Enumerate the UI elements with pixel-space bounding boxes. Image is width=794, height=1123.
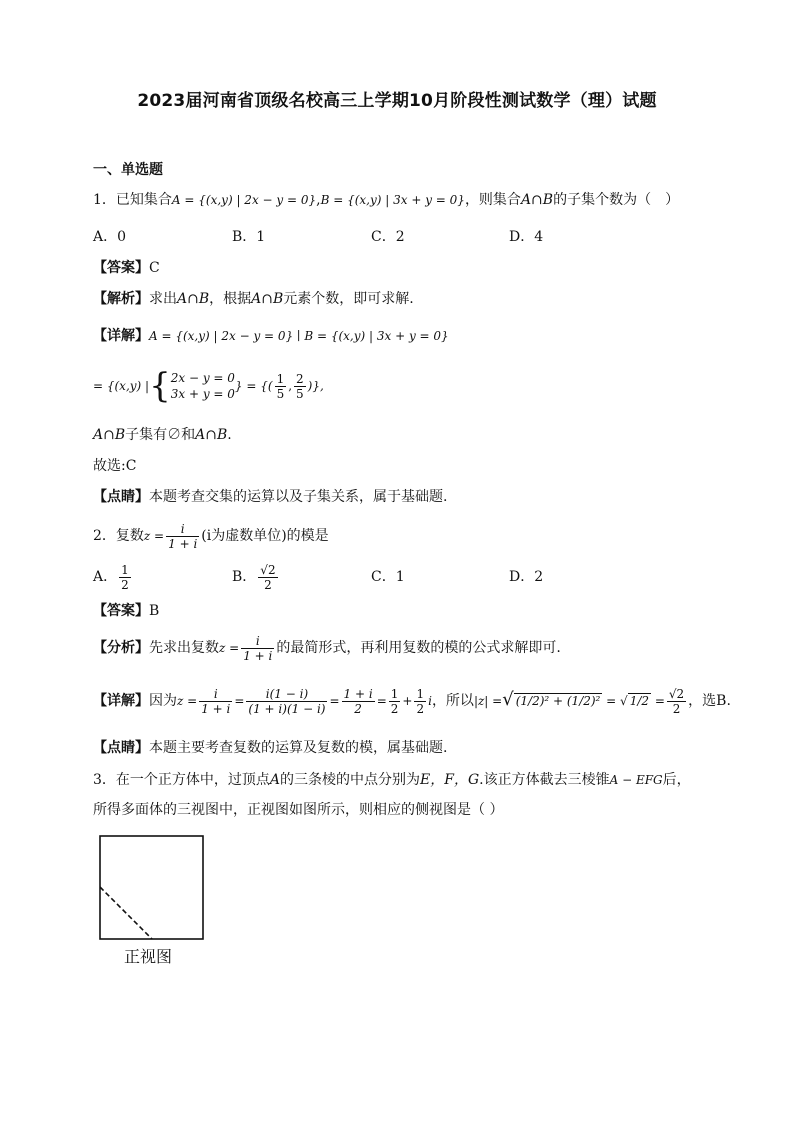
q1-system-mid: } = {( — [234, 379, 273, 393]
q2-analysis-frac — [241, 634, 274, 663]
front-view-figure — [99, 835, 207, 943]
q2-comment — [93, 738, 447, 758]
q2-detail-final-den: 2 — [672, 701, 681, 716]
q1-analysis-a: 求出 — [149, 291, 177, 307]
q1-answer-value: C — [149, 260, 160, 276]
q1-r1-den: 5 — [276, 386, 285, 401]
q3-line1-a: 3．在一个正方体中，过顶点 — [93, 772, 270, 788]
q1-set-a: A = {(x,y) | 2x − y = 0} — [171, 193, 317, 207]
q2-detail-final-num: √2 — [668, 686, 685, 701]
q3-line1 — [93, 770, 691, 790]
q3-vertex-a: A — [269, 772, 281, 788]
q1-r2-num: 2 — [296, 371, 304, 386]
q1-system-prefix: = {(x,y) | — [93, 379, 150, 393]
q1-stem-prefix: 1．已知集合 — [93, 192, 172, 208]
q2-detail-f1 — [199, 687, 232, 716]
q2-analysis-frac-den: 1 + i — [243, 648, 273, 663]
q2-analysis-z: z = — [219, 641, 240, 655]
q2-detail-f1-den: 1 + i — [201, 701, 231, 716]
q1-comment — [93, 487, 447, 507]
q1-analysis — [93, 289, 414, 309]
q1-stem: 1．已知集合A = {(x,y) | 2x − y = 0},B = {(x,y) | 3x + y = 0}，则集合A∩B的子集个数为（ ） — [93, 192, 680, 208]
q2-detail-final — [667, 687, 686, 716]
q1-option-a: A．0 — [93, 229, 127, 245]
q1-comment-tag: 【点睛】 — [93, 489, 149, 505]
page-title: 2023届河南省顶级名校高三上学期10月阶段性测试数学（理）试题 — [137, 91, 657, 111]
q3-line1-d: 后， — [662, 772, 691, 788]
q2-detail-f2-num: i(1 − i) — [246, 687, 327, 702]
q1-comment-text: 本题考查交集的运算以及子集关系，属于基础题. — [149, 489, 448, 505]
q2-stem-frac-den: 1 + i — [168, 536, 198, 551]
q1-option-d: D．4 — [509, 229, 544, 245]
q2-z-eq: z = — [143, 529, 165, 543]
q1-conclusion: 故选:C — [93, 458, 137, 474]
section-heading: 一、单选题 — [93, 162, 163, 178]
q2-detail-i: i — [428, 694, 432, 708]
q2-answer-tag: 【答案】 — [93, 603, 149, 619]
q2-detail-f3-num: 1 + i — [343, 686, 373, 701]
q2-stem-b: (i为虚数单位)的模是 — [201, 528, 329, 544]
q1-stem-end: 的子集个数为（ ） — [553, 192, 680, 208]
q2-stem-frac-num: i — [166, 522, 199, 537]
q2-opt-b-num: √2 — [260, 562, 276, 577]
q1-system: = {(x,y) |{ 2x − y = 0 3x + y = 0 } = {( $\frac{1}{5}$ , $\frac{2}{5}$ )}, — [93, 366, 324, 406]
q2-analysis-frac-num: i — [241, 634, 274, 649]
q1-r2-den: 5 — [296, 386, 304, 401]
q1-analysis-tag: 【解析】 — [93, 291, 149, 307]
q2-detail-f5-num: 1 — [416, 686, 425, 701]
front-view-square — [100, 836, 203, 939]
q2-opt-b-den: 2 — [264, 577, 272, 592]
figure-caption: 正视图 — [124, 947, 173, 966]
q2-detail-f4-den: 2 — [390, 701, 399, 716]
q1-subsets-set2: A∩B — [195, 427, 228, 443]
q1-result-frac1 — [275, 372, 287, 401]
q2-analysis-b: 的最简形式，再利用复数的模的公式求解即可. — [276, 640, 561, 656]
q1-analysis-set1: A∩B — [177, 291, 210, 307]
q2-answer — [93, 601, 159, 621]
q2-detail-f1-num: i — [199, 687, 232, 702]
q2-detail-sqrt-expr: (1/2)² + (1/2)² — [515, 694, 601, 708]
q2-option-d: D．2 — [509, 569, 544, 585]
q1-subsets-a: 子集有∅和 — [125, 427, 196, 443]
q3-points: E，F，G — [420, 772, 480, 788]
q2-detail: 【详解】因为z = $\frac{i}{1 + i}$ = $\frac{i(1 - i)}{(1 + i)(1 - i)}$ = $\frac{1 + i}{2}$ = $\frac{1}{2}$ + $\frac{1}{2}$ i，所以|z| =√ (1/2)² + (1/2)² = √ 1/2 = $\frac{√2}{2}$ ，选B. — [93, 686, 731, 716]
q1-system-equations — [171, 370, 235, 402]
q2-detail-f5 — [414, 687, 426, 716]
q2-detail-f3-den: 2 — [354, 701, 362, 716]
q2-stem-a: 2．复数 — [93, 528, 144, 544]
q1-analysis-b: ，根据 — [209, 291, 252, 307]
q2-analysis — [93, 632, 561, 664]
q2-answer-value: B — [149, 603, 160, 619]
q2-detail-f4 — [389, 687, 401, 716]
q2-opt-b-frac — [258, 563, 277, 592]
front-view-dashed-edge — [100, 887, 152, 939]
q2-option-b — [232, 561, 280, 593]
q1-r1-num: 1 — [276, 371, 285, 386]
q2-detail-so: ，所以 — [431, 693, 474, 709]
q2-detail-abs: |z| = — [473, 694, 503, 708]
q2-opt-b-label: B． — [232, 569, 257, 585]
q1-analysis-c: 元素个数，即可求解. — [283, 291, 414, 307]
q1-subsets — [93, 425, 232, 445]
q3-line2: 所得多面体的三视图中，正视图如图所示，则相应的侧视图是（ ） — [93, 802, 504, 818]
q1-stem-suffix: ，则集合 — [464, 192, 521, 208]
q1-eq1: 2x − y = 0 — [170, 371, 235, 385]
q3-line1-b: 的三条棱的中点分别为 — [280, 772, 421, 788]
q2-detail-z: z = — [177, 694, 198, 708]
q2-stem-frac — [166, 522, 199, 551]
q2-stem — [93, 520, 329, 552]
q1-set-b: B = {(x,y) | 3x + y = 0} — [320, 193, 465, 207]
q2-option-c: C．1 — [371, 569, 405, 585]
q2-detail-f2-den: (1 + i)(1 − i) — [248, 701, 326, 716]
q2-detail-a: 因为 — [149, 693, 177, 709]
q1-intersection: A∩B — [520, 192, 554, 208]
q2-opt-a-label: A． — [93, 569, 118, 585]
q3-line1-c: .该正方体截去三棱锥 — [479, 772, 610, 788]
q1-analysis-set2: A∩B — [251, 291, 284, 307]
q2-detail-sqrt2: 1/2 — [629, 694, 650, 708]
q1-option-c: C．2 — [371, 229, 405, 245]
q1-detail — [93, 326, 449, 346]
q2-analysis-a: 先求出复数 — [149, 640, 219, 656]
q2-opt-a-frac — [119, 563, 131, 592]
q2-opt-a-den: 2 — [121, 577, 129, 592]
q2-detail-tag: 【详解】 — [93, 693, 149, 709]
q2-detail-f5-den: 2 — [416, 701, 425, 716]
q2-detail-end: ，选B. — [688, 693, 731, 709]
q1-system-end: )}, — [307, 379, 324, 393]
q2-detail-f4-num: 1 — [390, 686, 399, 701]
q2-comment-tag: 【点睛】 — [93, 740, 149, 756]
q1-result-frac2 — [294, 372, 306, 401]
q2-analysis-tag: 【分析】 — [93, 640, 149, 656]
q1-subsets-set1: A∩B — [93, 427, 126, 443]
q1-detail-tag: 【详解】 — [93, 328, 149, 344]
q3-tetrahedron: A − EFG — [609, 773, 663, 787]
q1-option-b: B．1 — [232, 229, 266, 245]
q2-opt-a-num: 1 — [121, 562, 129, 577]
q1-detail-line: A = {(x,y) | 2x − y = 0} ∣ B = {(x,y) | 3x + y = 0} — [149, 329, 449, 343]
q2-detail-plus: + — [402, 694, 413, 708]
q2-option-a — [93, 561, 133, 593]
q2-comment-text: 本题主要考查复数的运算及复数的模，属基础题. — [149, 740, 448, 756]
q1-answer-tag: 【答案】 — [93, 260, 149, 276]
q1-subsets-b: . — [227, 427, 232, 443]
q1-eq2: 3x + y = 0 — [170, 387, 235, 401]
q2-detail-f2 — [246, 687, 327, 716]
q2-detail-f3 — [342, 687, 375, 716]
q1-answer — [93, 258, 160, 278]
